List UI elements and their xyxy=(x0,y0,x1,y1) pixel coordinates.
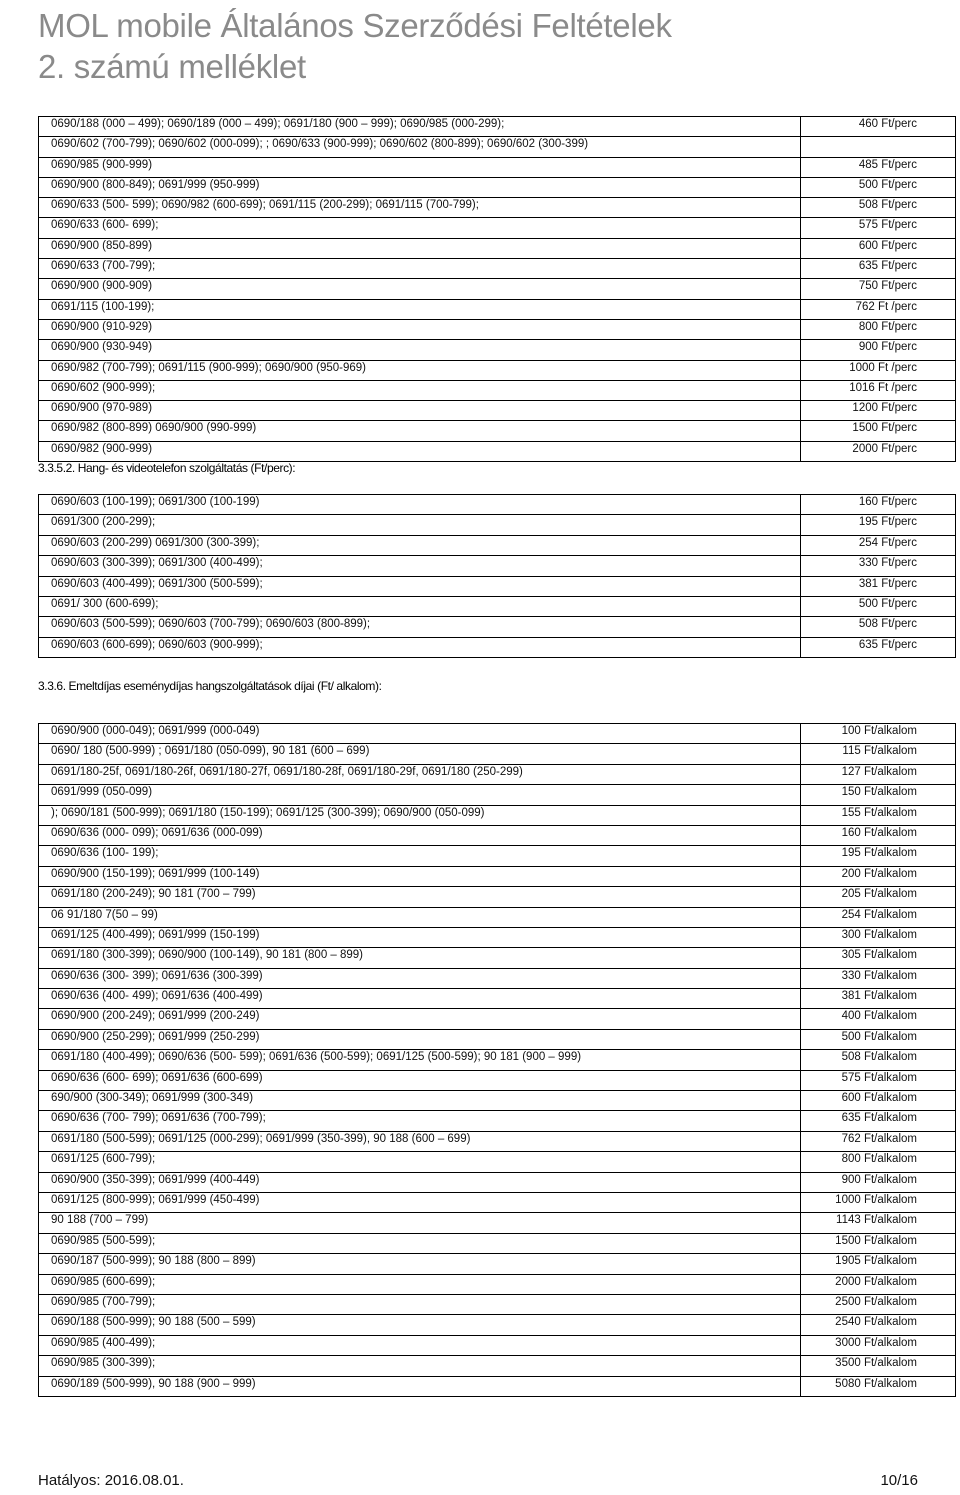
number-range-cell: 0690/985 (700-799); xyxy=(39,1294,801,1314)
price-cell: 160 Ft/perc xyxy=(801,495,956,515)
table-row xyxy=(39,1254,956,1274)
price-cell: 600 Ft/perc xyxy=(801,238,956,258)
number-range-cell: 90 188 (700 – 799) xyxy=(39,1213,801,1233)
price-cell: 485 Ft/perc xyxy=(801,157,956,177)
number-range-cell: 0690/982 (800-899) 0690/900 (990-999) xyxy=(39,421,801,441)
table-row xyxy=(39,218,956,238)
table-row xyxy=(39,177,956,197)
number-range-cell: 0690/ 180 (500-999) ; 0691/180 (050-099), 90 181 (600 – 699) xyxy=(39,744,801,764)
table-row xyxy=(39,1233,956,1253)
number-range-cell: 0690/603 (200-299) 0691/300 (300-399); xyxy=(39,535,801,555)
premium-rate-per-minute-table xyxy=(38,116,956,462)
page-number: 10/16 xyxy=(880,1472,918,1489)
price-cell: 500 Ft/perc xyxy=(801,596,956,616)
document-title: MOL mobile Általános Szerződési Feltételek xyxy=(38,7,672,44)
table-row xyxy=(39,1029,956,1049)
number-range-cell: 0690/636 (700- 799); 0691/636 (700-799); xyxy=(39,1111,801,1131)
video-telephone-fee-table xyxy=(38,494,956,658)
number-range-cell: 0691/180 (300-399); 0690/900 (100-149), 90 181 (800 – 899) xyxy=(39,948,801,968)
table-row xyxy=(39,927,956,947)
price-cell: 330 Ft/alkalom xyxy=(801,968,956,988)
number-range-cell: 0690/985 (900-999) xyxy=(39,157,801,177)
table-row xyxy=(39,948,956,968)
number-range-cell: 690/900 (300-349); 0691/999 (300-349) xyxy=(39,1091,801,1111)
price-cell: 762 Ft /perc xyxy=(801,299,956,319)
price-cell: 127 Ft/alkalom xyxy=(801,764,956,784)
document-subtitle: 2. számú melléklet xyxy=(38,48,306,85)
number-range-cell: 06 91/180 7(50 – 99) xyxy=(39,907,801,927)
section-heading-3-3-6: 3.3.6. Emeltdíjas eseménydíjas hangszolgáltatások díjai (Ft/ alkalom): xyxy=(38,679,382,693)
table-row xyxy=(39,1335,956,1355)
number-range-cell: 0690/900 (850-899) xyxy=(39,238,801,258)
table-row xyxy=(39,846,956,866)
table-row xyxy=(39,380,956,400)
number-range-cell: ); 0690/181 (500-999); 0691/180 (150-199); 0691/125 (300-399); 0690/900 (050-099) xyxy=(39,805,801,825)
price-cell: 2540 Ft/alkalom xyxy=(801,1315,956,1335)
price-cell: 155 Ft/alkalom xyxy=(801,805,956,825)
price-cell: 900 Ft/alkalom xyxy=(801,1172,956,1192)
table-row xyxy=(39,1131,956,1151)
price-cell: 1143 Ft/alkalom xyxy=(801,1213,956,1233)
table-row xyxy=(39,785,956,805)
price-cell: 1500 Ft/alkalom xyxy=(801,1233,956,1253)
price-cell: 305 Ft/alkalom xyxy=(801,948,956,968)
price-cell: 2000 Ft/perc xyxy=(801,441,956,461)
table-row xyxy=(39,495,956,515)
price-cell: 575 Ft/alkalom xyxy=(801,1070,956,1090)
table-row xyxy=(39,1274,956,1294)
price-cell: 3000 Ft/alkalom xyxy=(801,1335,956,1355)
price-cell: 115 Ft/alkalom xyxy=(801,744,956,764)
table-row xyxy=(39,1315,956,1335)
table-row xyxy=(39,805,956,825)
price-cell: 195 Ft/alkalom xyxy=(801,846,956,866)
number-range-cell: 0690/636 (600- 699); 0691/636 (600-699) xyxy=(39,1070,801,1090)
number-range-cell: 0690/603 (100-199); 0691/300 (100-199) xyxy=(39,495,801,515)
number-range-cell: 0690/900 (970-989) xyxy=(39,401,801,421)
number-range-cell: 0690/985 (600-699); xyxy=(39,1274,801,1294)
table-row xyxy=(39,1376,956,1396)
number-range-cell: 0690/603 (300-399); 0691/300 (400-499); xyxy=(39,556,801,576)
table-row xyxy=(39,198,956,218)
table-row xyxy=(39,117,956,137)
table-row xyxy=(39,887,956,907)
number-range-cell: 0690/900 (000-049); 0691/999 (000-049) xyxy=(39,724,801,744)
number-range-cell: 0690/602 (700-799); 0690/602 (000-099); ; 0690/633 (900-999); 0690/602 (800-899); 0690/602 (300-399) xyxy=(39,137,801,157)
price-cell: 508 Ft/perc xyxy=(801,617,956,637)
number-range-cell: 0691/125 (600-799); xyxy=(39,1152,801,1172)
price-cell: 2000 Ft/alkalom xyxy=(801,1274,956,1294)
table-row xyxy=(39,866,956,886)
number-range-cell: 0690/633 (500- 599); 0690/982 (600-699); 0691/115 (200-299); 0691/115 (700-799); xyxy=(39,198,801,218)
table-row xyxy=(39,421,956,441)
table-row xyxy=(39,1152,956,1172)
number-range-cell: 0690/900 (350-399); 0691/999 (400-449) xyxy=(39,1172,801,1192)
table-row xyxy=(39,340,956,360)
table-row xyxy=(39,1111,956,1131)
number-range-cell: 0691/999 (050-099) xyxy=(39,785,801,805)
price-cell xyxy=(801,137,956,157)
number-range-cell: 0690/982 (900-999) xyxy=(39,441,801,461)
price-cell: 100 Ft/alkalom xyxy=(801,724,956,744)
table-row xyxy=(39,637,956,657)
table-row xyxy=(39,1050,956,1070)
number-range-cell: 0690/188 (500-999); 90 188 (500 – 599) xyxy=(39,1315,801,1335)
number-range-cell: 0691/125 (800-999); 0691/999 (450-499) xyxy=(39,1192,801,1212)
number-range-cell: 0691/115 (100-199); xyxy=(39,299,801,319)
number-range-cell: 0690/985 (500-599); xyxy=(39,1233,801,1253)
table-row xyxy=(39,299,956,319)
number-range-cell: 0690/602 (900-999); xyxy=(39,380,801,400)
price-cell: 1000 Ft/alkalom xyxy=(801,1192,956,1212)
table-row xyxy=(39,259,956,279)
price-cell: 508 Ft/perc xyxy=(801,198,956,218)
price-cell: 1500 Ft/perc xyxy=(801,421,956,441)
number-range-cell: 0690/633 (700-799); xyxy=(39,259,801,279)
number-range-cell: 0690/189 (500-999), 90 188 (900 – 999) xyxy=(39,1376,801,1396)
number-range-cell: 0690/900 (250-299); 0691/999 (250-299) xyxy=(39,1029,801,1049)
table-row xyxy=(39,1213,956,1233)
price-cell: 900 Ft/perc xyxy=(801,340,956,360)
table-row xyxy=(39,1091,956,1111)
price-cell: 200 Ft/alkalom xyxy=(801,866,956,886)
table-row xyxy=(39,907,956,927)
price-cell: 300 Ft/alkalom xyxy=(801,927,956,947)
number-range-cell: 0690/636 (400- 499); 0691/636 (400-499) xyxy=(39,989,801,1009)
number-range-cell: 0690/603 (400-499); 0691/300 (500-599); xyxy=(39,576,801,596)
number-range-cell: 0690/603 (600-699); 0690/603 (900-999); xyxy=(39,637,801,657)
number-range-cell: 0690/636 (300- 399); 0691/636 (300-399) xyxy=(39,968,801,988)
number-range-cell: 0691/180 (400-499); 0690/636 (500- 599); 0691/636 (500-599); 0691/125 (500-599); 90 181 (900 – 999) xyxy=(39,1050,801,1070)
number-range-cell: 0690/900 (910-929) xyxy=(39,319,801,339)
number-range-cell: 0690/900 (930-949) xyxy=(39,340,801,360)
number-range-cell: 0690/985 (300-399); xyxy=(39,1356,801,1376)
per-event-fee-table xyxy=(38,723,956,1397)
table-row xyxy=(39,515,956,535)
price-cell: 500 Ft/perc xyxy=(801,177,956,197)
price-cell: 381 Ft/alkalom xyxy=(801,989,956,1009)
price-cell: 800 Ft/perc xyxy=(801,319,956,339)
table-row xyxy=(39,1009,956,1029)
price-cell: 3500 Ft/alkalom xyxy=(801,1356,956,1376)
price-cell: 500 Ft/alkalom xyxy=(801,1029,956,1049)
section-heading-3-3-5-2: 3.3.5.2. Hang- és videotelefon szolgáltatás (Ft/perc): xyxy=(38,461,296,475)
table-row xyxy=(39,441,956,461)
number-range-cell: 0690/636 (100- 199); xyxy=(39,846,801,866)
price-cell: 205 Ft/alkalom xyxy=(801,887,956,907)
number-range-cell: 0691/180-25f, 0691/180-26f, 0691/180-27f, 0691/180-28f, 0691/180-29f, 0691/180 (250-299) xyxy=(39,764,801,784)
price-cell: 750 Ft/perc xyxy=(801,279,956,299)
table-row xyxy=(39,137,956,157)
effective-date: Hatályos: 2016.08.01. xyxy=(38,1472,184,1489)
price-cell: 1016 Ft /perc xyxy=(801,380,956,400)
table-row xyxy=(39,319,956,339)
price-cell: 2500 Ft/alkalom xyxy=(801,1294,956,1314)
table-row xyxy=(39,764,956,784)
table-row xyxy=(39,724,956,744)
number-range-cell: 0691/ 300 (600-699); xyxy=(39,596,801,616)
table-row xyxy=(39,576,956,596)
price-cell: 635 Ft/alkalom xyxy=(801,1111,956,1131)
number-range-cell: 0690/187 (500-999); 90 188 (800 – 899) xyxy=(39,1254,801,1274)
number-range-cell: 0690/603 (500-599); 0690/603 (700-799); 0690/603 (800-899); xyxy=(39,617,801,637)
number-range-cell: 0691/180 (200-249); 90 181 (700 – 799) xyxy=(39,887,801,907)
price-cell: 254 Ft/alkalom xyxy=(801,907,956,927)
number-range-cell: 0690/900 (900-909) xyxy=(39,279,801,299)
table-row xyxy=(39,360,956,380)
table-row xyxy=(39,596,956,616)
table-row xyxy=(39,744,956,764)
price-cell: 195 Ft/perc xyxy=(801,515,956,535)
price-cell: 254 Ft/perc xyxy=(801,535,956,555)
number-range-cell: 0690/900 (150-199); 0691/999 (100-149) xyxy=(39,866,801,886)
table-row xyxy=(39,1172,956,1192)
number-range-cell: 0691/180 (500-599); 0691/125 (000-299); 0691/999 (350-399), 90 188 (600 – 699) xyxy=(39,1131,801,1151)
price-cell: 150 Ft/alkalom xyxy=(801,785,956,805)
price-cell: 800 Ft/alkalom xyxy=(801,1152,956,1172)
number-range-cell: 0690/900 (200-249); 0691/999 (200-249) xyxy=(39,1009,801,1029)
number-range-cell: 0690/188 (000 – 499); 0690/189 (000 – 499); 0691/180 (900 – 999); 0690/985 (000-299); xyxy=(39,117,801,137)
number-range-cell: 0690/985 (400-499); xyxy=(39,1335,801,1355)
price-cell: 762 Ft/alkalom xyxy=(801,1131,956,1151)
price-cell: 460 Ft/perc xyxy=(801,117,956,137)
table-row xyxy=(39,989,956,1009)
number-range-cell: 0691/125 (400-499); 0691/999 (150-199) xyxy=(39,927,801,947)
price-cell: 381 Ft/perc xyxy=(801,576,956,596)
table-row xyxy=(39,1356,956,1376)
table-row xyxy=(39,1192,956,1212)
price-cell: 575 Ft/perc xyxy=(801,218,956,238)
table-row xyxy=(39,556,956,576)
table-row xyxy=(39,157,956,177)
price-cell: 635 Ft/perc xyxy=(801,259,956,279)
number-range-cell: 0691/300 (200-299); xyxy=(39,515,801,535)
number-range-cell: 0690/982 (700-799); 0691/115 (900-999); 0690/900 (950-969) xyxy=(39,360,801,380)
price-cell: 1905 Ft/alkalom xyxy=(801,1254,956,1274)
number-range-cell: 0690/636 (000- 099); 0691/636 (000-099) xyxy=(39,825,801,845)
price-cell: 1000 Ft /perc xyxy=(801,360,956,380)
table-row xyxy=(39,617,956,637)
table-row xyxy=(39,279,956,299)
number-range-cell: 0690/633 (600- 699); xyxy=(39,218,801,238)
price-cell: 400 Ft/alkalom xyxy=(801,1009,956,1029)
price-cell: 5080 Ft/alkalom xyxy=(801,1376,956,1396)
table-row xyxy=(39,238,956,258)
price-cell: 635 Ft/perc xyxy=(801,637,956,657)
number-range-cell: 0690/900 (800-849); 0691/999 (950-999) xyxy=(39,177,801,197)
price-cell: 330 Ft/perc xyxy=(801,556,956,576)
price-cell: 508 Ft/alkalom xyxy=(801,1050,956,1070)
price-cell: 600 Ft/alkalom xyxy=(801,1091,956,1111)
table-row xyxy=(39,1070,956,1090)
price-cell: 160 Ft/alkalom xyxy=(801,825,956,845)
table-row xyxy=(39,825,956,845)
table-row xyxy=(39,401,956,421)
table-row xyxy=(39,1294,956,1314)
table-row xyxy=(39,535,956,555)
price-cell: 1200 Ft/perc xyxy=(801,401,956,421)
table-row xyxy=(39,968,956,988)
